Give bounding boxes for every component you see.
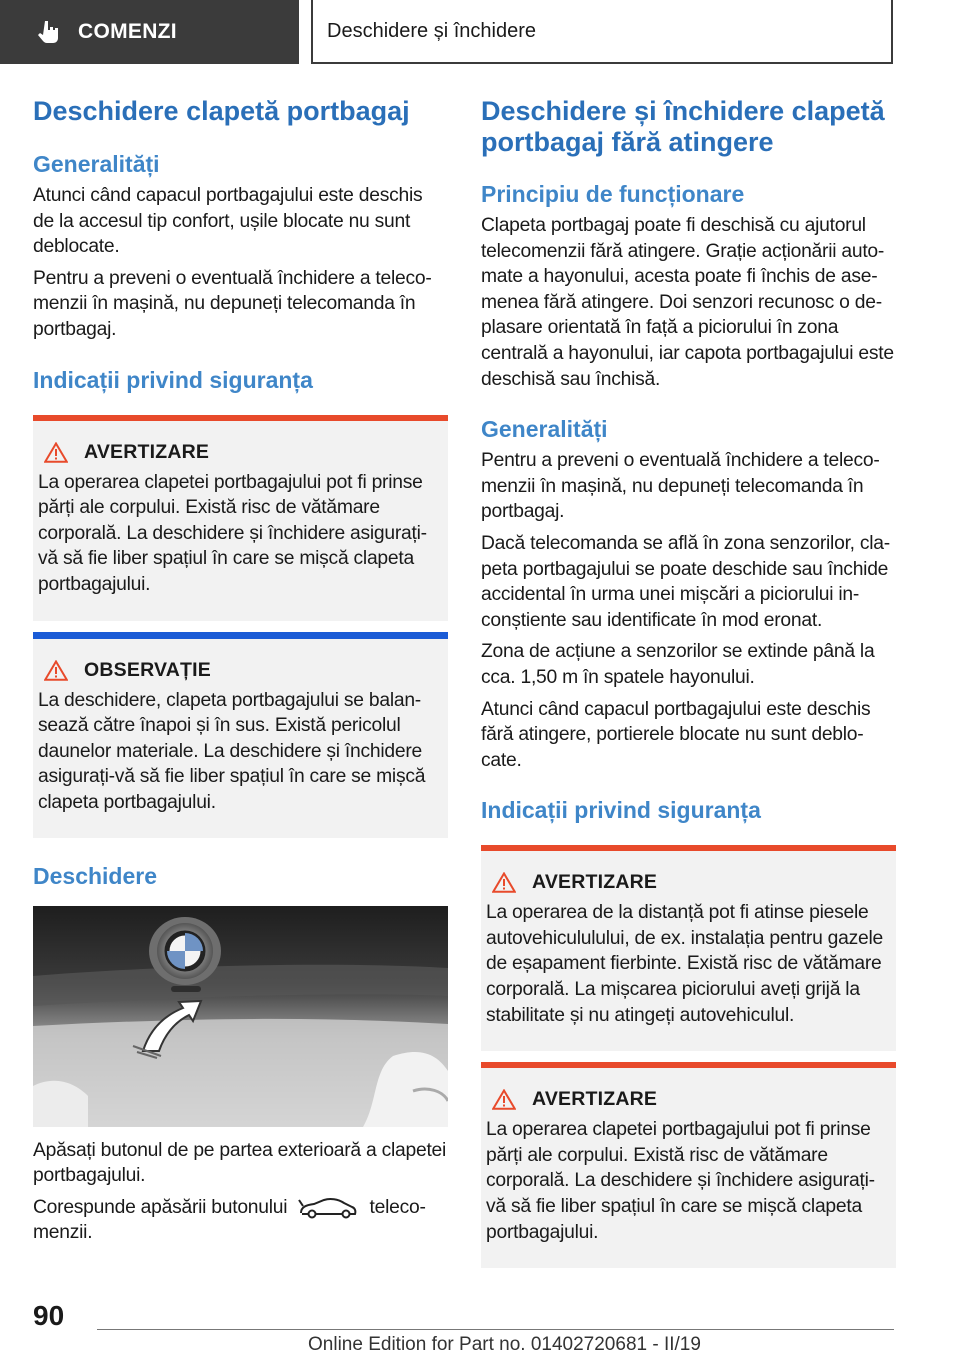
warning-title bbox=[44, 441, 438, 464]
page-number: 90 bbox=[33, 1300, 65, 1331]
chapter-label: Deschidere și închidere bbox=[327, 19, 536, 42]
safety-heading: Indicații privind siguranța bbox=[33, 366, 313, 393]
section-tab bbox=[0, 0, 299, 64]
section-title: Deschidere clapetă portbagaj bbox=[33, 96, 410, 126]
warning-text: La operarea clapetei portbagajului pot fi prinse părți ale corpului. Există risc de vătămare corporală. La deschidere și închidere asigurați-vă să fie liber spațiul în care se mișcă clapeta portbagajului. bbox=[38, 471, 427, 595]
warning-text: La operarea de la distanță pot fi atinse piesele autovehicululului, de ex. instalația pentru gazele de eșapament fierbinte. Există risc de vătămare corporală. La mișcarea piciorului aveți grijă la stabilitate și nu atingeți autovehiculul. bbox=[486, 902, 883, 1026]
safety-heading: Indicații privind siguranța bbox=[481, 797, 761, 824]
paragraph: Zona de acțiune a senzorilor se extinde până la cca. 1,50 m în spatele hayonului. bbox=[481, 641, 875, 688]
paragraph: Clapeta portbagaj poate fi deschisă cu ajutorul telecomenzii fără atingere. Grație acționării automate a hayonului, acesta poate fi închis de asemenea fără atingere. Doi senzori recunosc o deplasare orientată în față a piciorului în zona centrală a hayonului, iar capota portbagajului este deschisă sau închisă. bbox=[481, 215, 894, 390]
right-column bbox=[481, 96, 896, 1268]
warning-triangle-icon bbox=[492, 1089, 516, 1110]
warning-box bbox=[33, 415, 448, 621]
general-heading: Generalități bbox=[33, 151, 160, 177]
chapter-tab bbox=[311, 0, 893, 64]
warning-triangle-icon bbox=[44, 660, 68, 681]
warning-text: La operarea clapetei portbagajului pot fi prinse părți ale corpului. Există risc de vătămare corporală. La deschidere și închidere asigurați-vă să fie liber spațiul în care se mișcă clapeta portbagajului. bbox=[486, 1119, 875, 1243]
paragraph: Pentru a preveni o eventuală închidere a telecomenzii în mașină, nu depuneți telecomanda în portbagaj. bbox=[33, 267, 432, 340]
section-title: Deschidere și închidere clapetă portbagaj fără atingere bbox=[481, 96, 885, 157]
tailgate-button-photo bbox=[33, 906, 448, 1127]
text-fragment: telecomenzii. bbox=[33, 1196, 426, 1244]
note-title bbox=[44, 659, 438, 682]
warning-triangle-icon bbox=[492, 872, 516, 893]
warning-title bbox=[492, 871, 886, 894]
warning-box bbox=[481, 845, 896, 1051]
warning-triangle-icon bbox=[44, 442, 68, 463]
footer-edition: Online Edition for Part no. 01402720681 - II/19 bbox=[308, 1334, 701, 1355]
warning-title bbox=[492, 1088, 886, 1111]
paragraph: Pentru a preveni o eventuală închidere a telecomenzii în mașină, nu depuneți telecomanda în portbagaj. bbox=[481, 450, 880, 523]
general-heading: Generalități bbox=[481, 416, 608, 443]
left-column bbox=[33, 96, 448, 1246]
page-header bbox=[0, 0, 960, 66]
paragraph: Atunci când capacul portbagajului este deschis de la accesul tip confort, ușile blocate nu sunt deblocate. bbox=[33, 185, 423, 258]
text-fragment: Corespunde apăsării butonului bbox=[33, 1196, 288, 1218]
footer-divider bbox=[97, 1329, 894, 1330]
note-label: OBSERVAȚIE bbox=[84, 658, 211, 681]
note-box bbox=[33, 632, 448, 838]
paragraph: Dacă telecomanda se află în zona senzorilor, clapeta portbagajului se poate deschide sau închide accidental în urma unei mișcări a piciorului inconștiente sau identificate în mod eronat. bbox=[481, 532, 891, 631]
note-text: La deschidere, clapeta portbagajului se balansează către înapoi și în sus. Există pericolul daunelor materiale. La deschidere și închidere asigurați-vă să fie liber spațiul în care se mișcă clapeta portbagajului. bbox=[38, 689, 426, 813]
hand-pointer-icon bbox=[36, 19, 62, 45]
warning-label: AVERTIZARE bbox=[84, 440, 210, 463]
car-tailgate-icon bbox=[298, 1197, 358, 1219]
warning-label: AVERTIZARE bbox=[532, 1088, 658, 1111]
open-heading: Deschidere bbox=[33, 862, 158, 889]
section-label: COMENZI bbox=[78, 20, 177, 43]
principle-heading: Principiu de funcționare bbox=[481, 181, 745, 207]
paragraph bbox=[33, 1195, 448, 1246]
paragraph: Atunci când capacul portbagajului este deschis fără atingere, portierele blocate nu sunt deblocate. bbox=[481, 698, 871, 771]
paragraph: Apăsați butonul de pe partea exterioară a clapetei portbagajului. bbox=[33, 1139, 447, 1187]
warning-box bbox=[481, 1062, 896, 1268]
warning-label: AVERTIZARE bbox=[532, 871, 658, 894]
